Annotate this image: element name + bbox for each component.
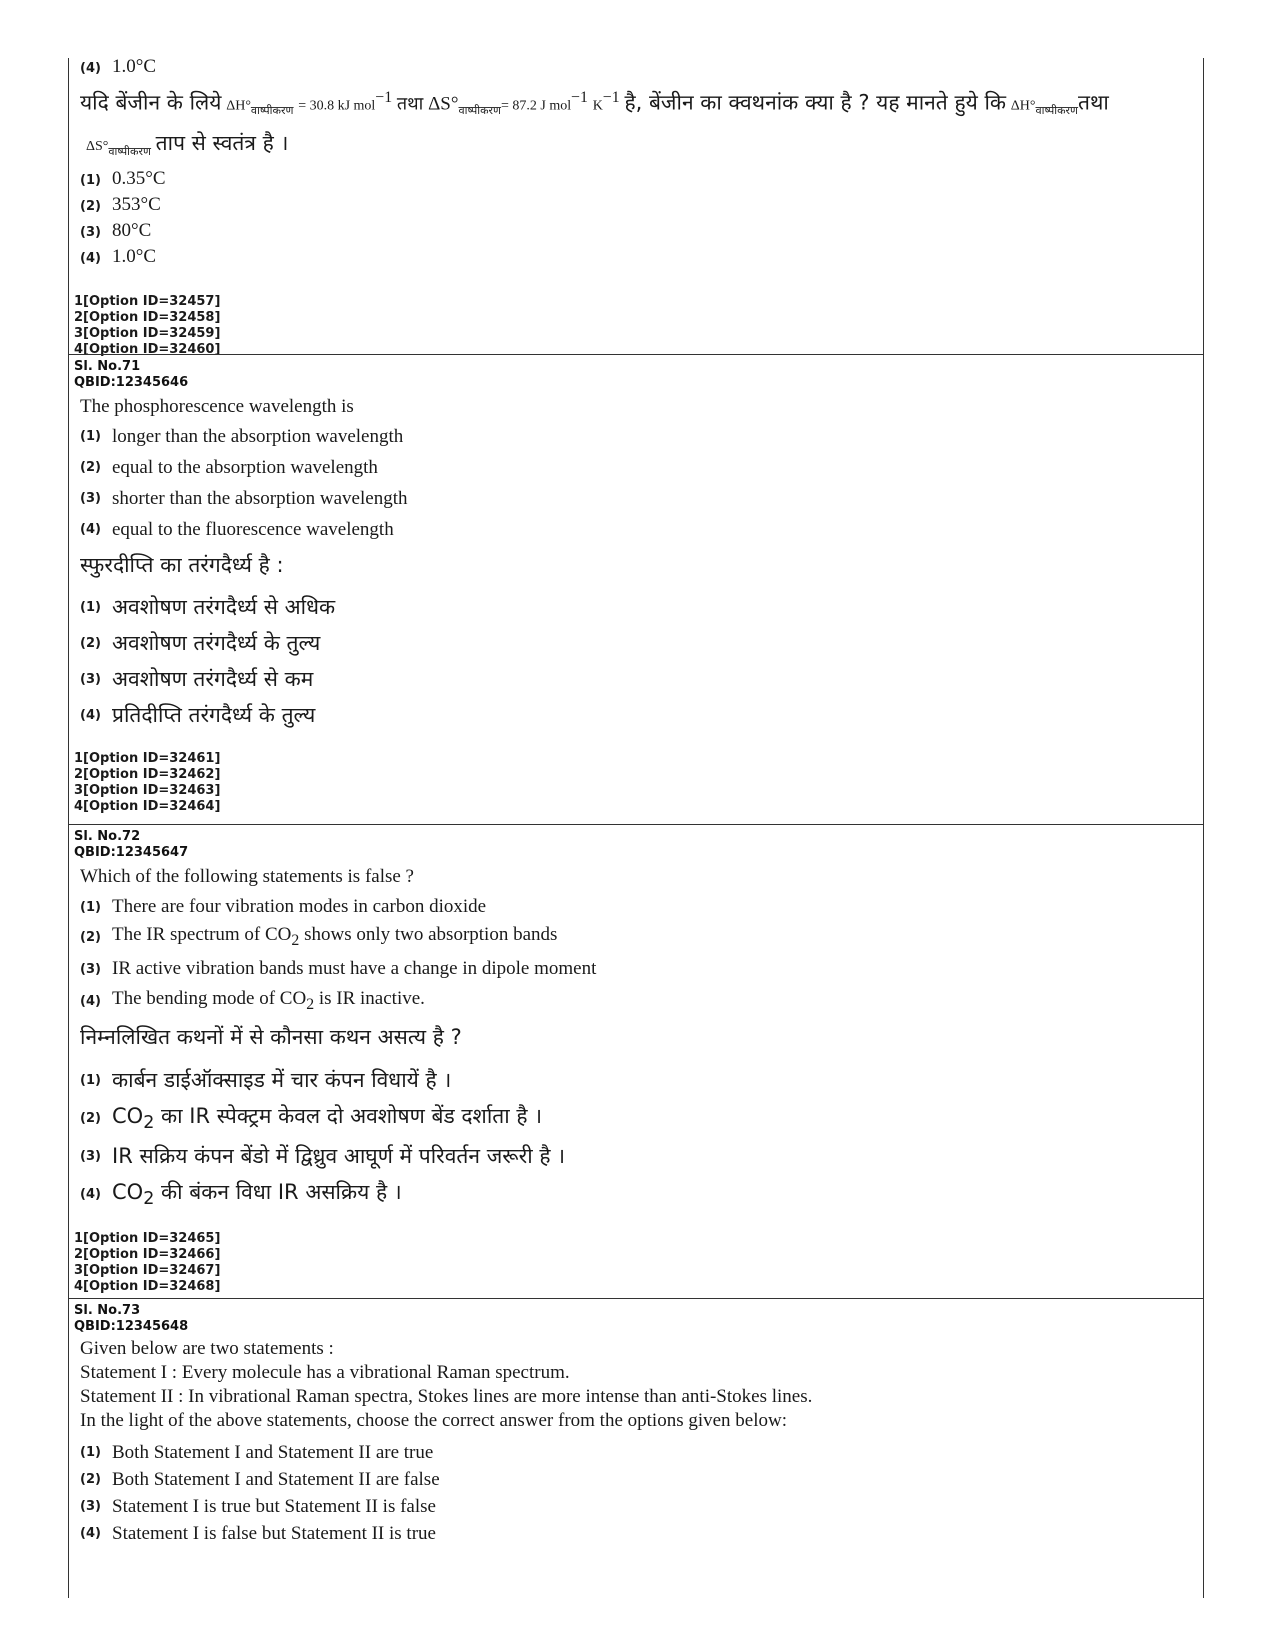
options-list — [74, 893, 1194, 1017]
option-ids: 1[Option ID=32457] 2[Option ID=32458] 3[Option ID=32459] 4[Option ID=32460] — [74, 293, 221, 357]
option-1: (1) Both Statement I and Statement II are true — [80, 1441, 434, 1463]
question-73 — [74, 1303, 1194, 1547]
hindi-options-list — [74, 589, 1194, 733]
question-72 — [74, 829, 1194, 1295]
question-70-tail — [74, 56, 1194, 358]
hindi-option-2: (2) $CO_2$ का IR स्पेक्ट्रम केवल दो अवशोषण बेंड दर्शाता है । — [80, 1104, 543, 1134]
separator — [68, 824, 1204, 825]
question-stem: Given below are two statements : Statement I : Every molecule has a vibrational Raman spectrum. Statement II : In vibrational Raman spectra, Stokes lines are more intense than anti-Stokes lines. In the light of the above statements, choose the correct answer from the options given below: — [80, 1338, 813, 1431]
option-3: (3) IR active vibration bands must have a change in dipole moment — [80, 958, 597, 979]
hindi-option-4: (4) प्रतिदीप्ति तरंगदैर्ध्य के तुल्य — [80, 703, 316, 727]
hindi-question-stem-cont: $\Delta S^\circ_{वाष्पीकरण}$ ताप से स्वतंत्र है । — [86, 131, 289, 158]
hindi-option-1: (1) कार्बन डाईऑक्साइड में चार कंपन विधायें है । — [80, 1068, 452, 1092]
hindi-question-stem: यदि बेंजीन के लिये $\Delta H^\circ_{वाष्पीकरण} = 30.8$ kJ mol$^{-1}$ तथा $\Delta S^\circ_{वाष्पीकरण}= 87.2$ J mol$^{-1}$ $K^{-1}$ है, बेंजीन का क्वथनांक क्या है ? यह मानते हुये कि $\Delta H^\circ_{वाष्पीकरण}तथा$ — [80, 89, 1109, 118]
hindi-question-stem: निम्नलिखित कथनों में से कौनसा कथन असत्य है ? — [80, 1025, 462, 1049]
options-list — [74, 1439, 1194, 1547]
qbid: QBID:12345647 — [74, 845, 189, 860]
hindi-option-4: (4) $CO_2$ की बंकन विधा IR असक्रिय है । — [80, 1180, 402, 1210]
option-3: (3) shorter than the absorption wavelength — [80, 487, 408, 509]
separator — [68, 354, 1204, 355]
option-2: (2) The IR spectrum of $CO_2$ shows only two absorption bands — [80, 924, 558, 949]
option-3: (3) Statement I is true but Statement II is false — [80, 1495, 436, 1517]
serial-number: Sl. No.72 — [74, 829, 141, 844]
hindi-option-3: (3) अवशोषण तरंगदैर्ध्य से कम — [80, 667, 314, 691]
serial-number: Sl. No.71 — [74, 359, 141, 374]
option-1: (1) 0.35°C — [80, 167, 166, 189]
hindi-question-stem: स्फुरदीप्ति का तरंगदैर्ध्य है : — [80, 553, 284, 577]
hindi-option-3: (3) IR सक्रिय कंपन बेंडो में द्विध्रुव आघूर्ण में परिवर्तन जरूरी है । — [80, 1144, 566, 1168]
question-71 — [74, 359, 1194, 815]
question-stem: The phosphorescence wavelength is — [80, 396, 354, 417]
option-ids: 1[Option ID=32465] 2[Option ID=32466] 3[Option ID=32467] 4[Option ID=32468] — [74, 1231, 221, 1294]
option-2: (2) Both Statement I and Statement II are false — [80, 1468, 440, 1490]
serial-number: Sl. No.73 — [74, 1303, 141, 1318]
option-1: (1) There are four vibration modes in carbon dioxide — [80, 896, 487, 917]
qbid: QBID:12345646 — [74, 375, 189, 390]
qbid: QBID:12345648 — [74, 1319, 189, 1334]
options-list — [74, 421, 1194, 545]
option-4: (4) The bending mode of $CO_2$ is IR inactive. — [80, 988, 425, 1013]
option-1: (1) longer than the absorption wavelength — [80, 425, 404, 447]
hindi-option-1: (1) अवशोषण तरंगदैर्ध्य से अधिक — [80, 595, 336, 619]
option-4-prev: (4) 1.0°C — [80, 56, 157, 77]
hindi-options-list — [74, 1061, 1194, 1213]
option-2: (2) 353°C — [80, 193, 161, 215]
question-stem: Which of the following statements is false ? — [80, 866, 414, 887]
hindi-option-2: (2) अवशोषण तरंगदैर्ध्य के तुल्य — [80, 631, 321, 655]
options-list — [74, 168, 1194, 272]
option-3: (3) 80°C — [80, 219, 152, 241]
option-4: (4) 1.0°C — [80, 245, 157, 267]
option-ids: 1[Option ID=32461] 2[Option ID=32462] 3[Option ID=32463] 4[Option ID=32464] — [74, 751, 221, 814]
separator — [68, 1298, 1204, 1299]
option-4: (4) equal to the fluorescence wavelength — [80, 518, 394, 540]
option-4: (4) Statement I is false but Statement II is true — [80, 1522, 436, 1544]
option-2: (2) equal to the absorption wavelength — [80, 456, 378, 478]
